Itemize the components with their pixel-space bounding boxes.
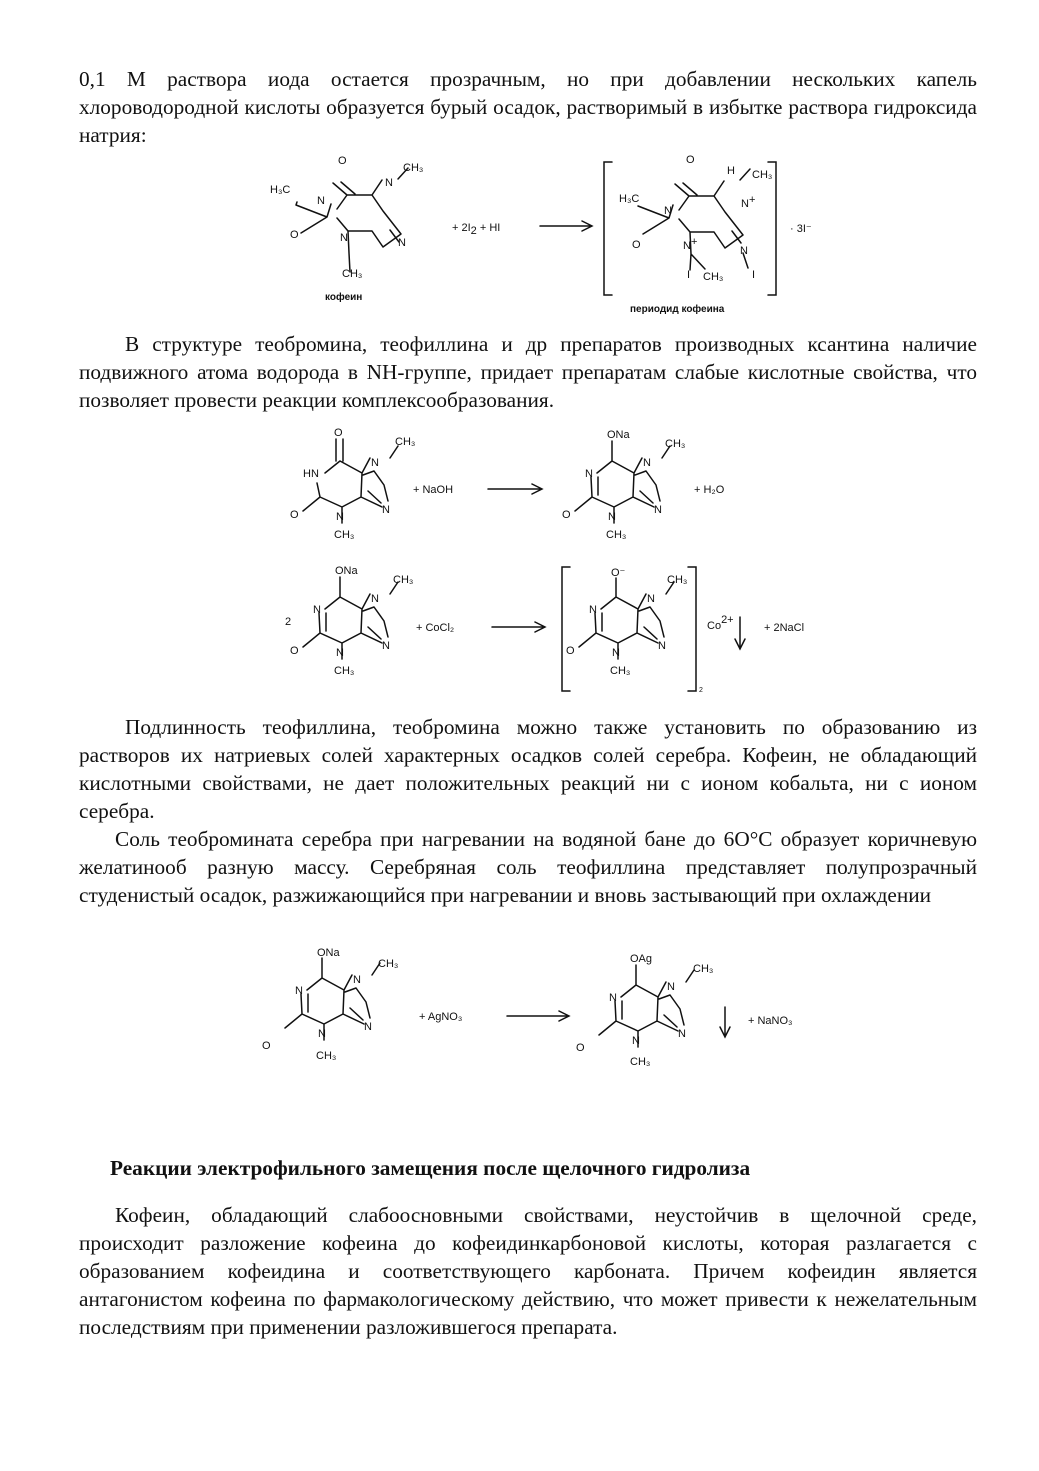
paragraph-iodine-reaction: 0,1 М раствора иода остается прозрачным, но при добавлении нескольких капель хлороводородной кислоты образуется бурый осадок, растворимый в избытке раствора гидроксида натрия:	[79, 67, 977, 147]
svg-text:ONa: ONa	[607, 429, 630, 441]
scheme-silver-nitrate	[0, 945, 1039, 1105]
svg-text:CH₃: CH₃	[606, 529, 627, 541]
svg-text:N: N	[589, 604, 597, 616]
svg-text:CH₃: CH₃	[403, 162, 424, 174]
svg-text:N+: N+	[741, 194, 756, 210]
svg-text:N: N	[612, 647, 620, 659]
svg-text:O: O	[290, 645, 299, 657]
periodide-structure	[619, 154, 772, 283]
svg-text:CH₃: CH₃	[395, 436, 416, 448]
svg-text:N: N	[371, 593, 379, 605]
svg-text:N: N	[643, 457, 651, 469]
section-heading: Реакции электрофильного замещения после щелочного гидролиза	[110, 1156, 751, 1180]
svg-text:H₃C: H₃C	[619, 193, 640, 205]
svg-text:O: O	[566, 645, 575, 657]
svg-text:N: N	[647, 593, 655, 605]
paragraph-silver-theobrominate: Соль теобромината серебра при нагревании на водяной бане до 6О°С образует коричневую желатинооб разную массу. Серебряная соль теофиллина представляет полупрозрачный студенистый осадок, разжижающийся при нагревании и вновь застывающий при охлаждении	[79, 827, 977, 907]
svg-text:O: O	[290, 509, 299, 521]
svg-text:N: N	[667, 981, 675, 993]
svg-text:+ 2NaCl: + 2NaCl	[764, 622, 805, 634]
svg-text:OAg: OAg	[630, 953, 653, 965]
svg-text:N: N	[317, 195, 325, 207]
svg-text:· 3I⁻: · 3I⁻	[790, 223, 812, 235]
silver-salt-structure	[576, 953, 713, 1068]
svg-text:ONa: ONa	[335, 565, 358, 577]
svg-text:N: N	[295, 985, 303, 997]
svg-text:CH₃: CH₃	[610, 665, 631, 677]
svg-text:O: O	[262, 1040, 271, 1052]
svg-text:H: H	[727, 165, 735, 177]
svg-text:ONa: ONa	[317, 947, 340, 959]
svg-text:CH₃: CH₃	[752, 169, 773, 181]
sodium-salt-structure	[562, 429, 685, 541]
svg-text:CH₃: CH₃	[378, 958, 399, 970]
svg-text:O: O	[334, 427, 343, 439]
svg-text:N: N	[318, 1028, 326, 1040]
caffeine-structure	[270, 155, 423, 303]
svg-text:N: N	[740, 245, 748, 257]
svg-text:+ AgNO₃: + AgNO₃	[419, 1011, 463, 1023]
svg-text:N: N	[398, 237, 406, 249]
svg-text:CH₃: CH₃	[393, 574, 414, 586]
svg-text:+ NaOH: + NaOH	[413, 484, 454, 496]
paragraph-xanthine-acidity: В структуре теобромина, теофиллина и др препаратов производных ксантина наличие подвижного атома водорода в NH-группе, придает препаратам слабые кислотные свойства, что позволяет провести реакции комплексообразования.	[79, 332, 977, 412]
paragraph-caffeine-hydrolysis: Кофеин, обладающий слабоосновными свойствами, неустойчив в щелочной среде, происходит разложение кофеина до кофеидинкарбоновой кислоты, которая разлагается с образованием кофеидина и соответствующего карбоната. Причем кофеидин является антагонистом кофеина по фармакологическому действию, что может привести к нежелательным последствиям при применении разложившегося препарата.	[79, 1203, 977, 1339]
sodium-salt-structure-3	[262, 947, 398, 1062]
svg-text:O: O	[576, 1042, 585, 1054]
svg-text:N: N	[340, 232, 348, 244]
svg-text:2: 2	[699, 687, 703, 694]
svg-text:N: N	[336, 511, 344, 523]
svg-text:CH₃: CH₃	[316, 1050, 337, 1062]
sodium-salt-structure-2	[290, 565, 413, 677]
svg-text:O: O	[686, 154, 695, 166]
theophylline-structure	[290, 427, 415, 541]
svg-text:O: O	[290, 229, 299, 241]
svg-text:N: N	[608, 511, 616, 523]
svg-text:O: O	[338, 155, 347, 167]
svg-text:N: N	[658, 640, 666, 652]
svg-text:CH₃: CH₃	[334, 529, 355, 541]
svg-text:кофеин: кофеин	[325, 292, 363, 303]
svg-text:CH₃: CH₃	[667, 574, 688, 586]
scheme-complexation	[0, 425, 1039, 695]
svg-text:+ H₂O: + H₂O	[694, 484, 725, 496]
svg-text:Co2+: Co2+	[707, 614, 734, 632]
svg-text:HN: HN	[303, 468, 319, 480]
svg-text:+ CoCl₂: + CoCl₂	[416, 622, 455, 634]
svg-text:H₃C: H₃C	[270, 184, 291, 196]
svg-text:CH₃: CH₃	[693, 963, 714, 975]
svg-text:O: O	[562, 509, 571, 521]
svg-text:CH₃: CH₃	[630, 1056, 651, 1068]
svg-text:O: O	[632, 239, 641, 251]
svg-text:N: N	[609, 992, 617, 1004]
svg-text:N: N	[385, 177, 393, 189]
svg-text:+ NaNO₃: + NaNO₃	[748, 1015, 793, 1027]
svg-text:N: N	[654, 504, 662, 516]
svg-text:N: N	[336, 647, 344, 659]
scheme-caffeine-periodide	[0, 150, 1039, 320]
svg-text:CH₃: CH₃	[703, 271, 724, 283]
svg-text:N: N	[585, 468, 593, 480]
svg-text:O⁻: O⁻	[611, 567, 626, 579]
svg-text:N: N	[313, 604, 321, 616]
svg-text:N: N	[382, 640, 390, 652]
svg-text:N+: N+	[683, 236, 698, 252]
svg-text:CH₃: CH₃	[665, 438, 686, 450]
svg-text:2: 2	[285, 616, 292, 628]
svg-text:периодид кофеина: периодид кофеина	[630, 304, 725, 315]
svg-text:CH₃: CH₃	[334, 665, 355, 677]
svg-text:I: I	[752, 269, 756, 281]
svg-text:N: N	[371, 457, 379, 469]
paragraph-silver-salts: Подлинность теофиллина, теобромина можно также установить по образованию из растворов их натриевых солей характерных осадков солей серебра. Кофеин, не обладающий кислотными свойствами, не дает положительных реакций ни с ионом кобальта, ни с ионом серебра.	[79, 715, 977, 823]
svg-text:N: N	[353, 974, 361, 986]
svg-text:N: N	[364, 1021, 372, 1033]
svg-text:N: N	[678, 1028, 686, 1040]
svg-text:N: N	[664, 205, 672, 217]
svg-text:I: I	[687, 269, 691, 281]
svg-text:CH₃: CH₃	[342, 268, 363, 280]
cobalt-complex-structure	[566, 567, 687, 677]
svg-text:N: N	[382, 504, 390, 516]
svg-text:N: N	[632, 1035, 640, 1047]
svg-text:+ 2I2 + HI: + 2I2 + HI	[452, 222, 501, 237]
